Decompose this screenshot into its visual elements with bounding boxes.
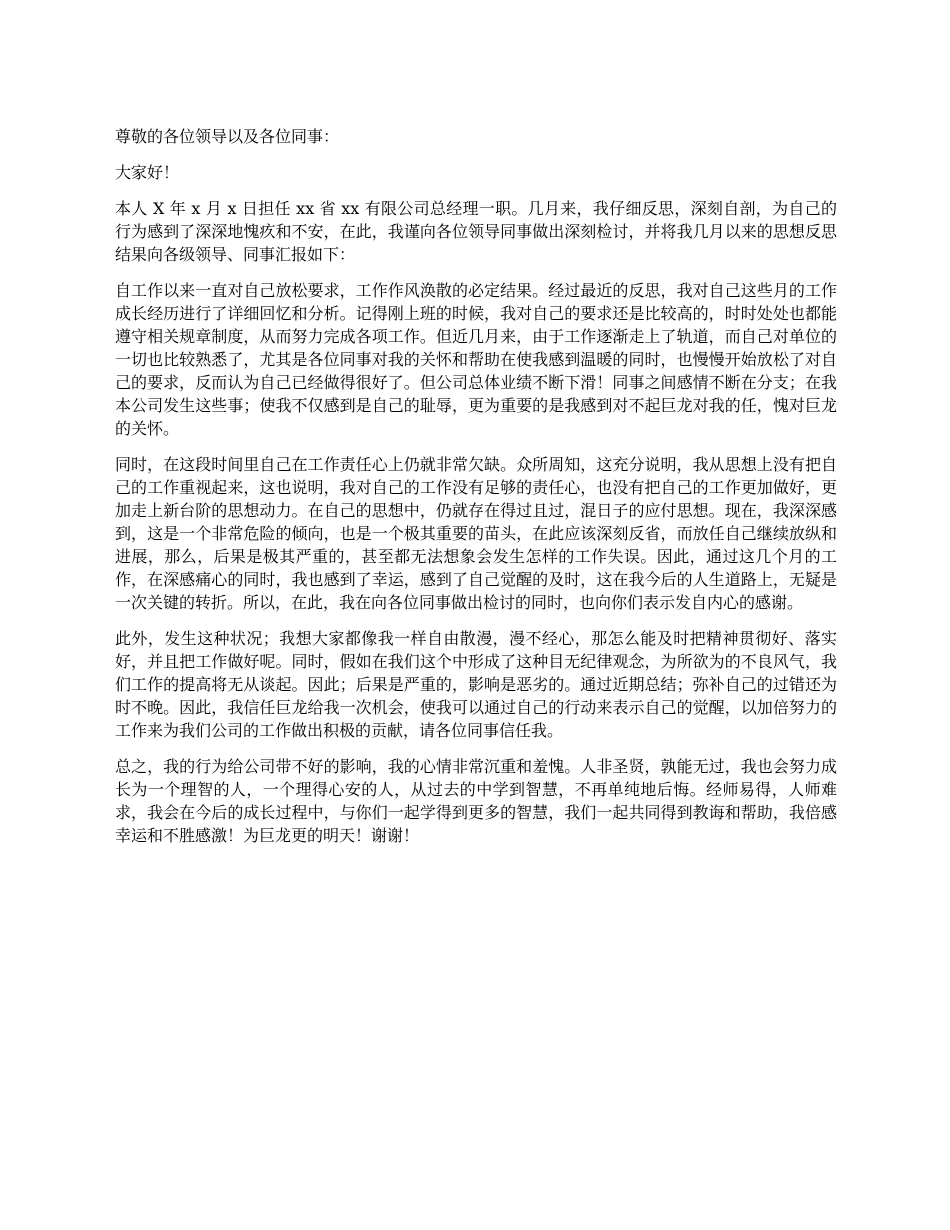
- paragraph-reflection: 自工作以来一直对自己放松要求，工作作风涣散的必定结果。经过最近的反思，我对自己这些月的工作成长经历进行了详细回忆和分析。记得刚上班的时候，我对自己的要求还是比较高的，时时处处也都能遵守相关规章制度，从而努力完成各项工作。但近几月来，由于工作逐渐走上了轨道，而自己对单位的一切也比较熟悉了，尤其是各位同事对我的关怀和帮助在使我感到温暖的同时，也慢慢开始放松了对自己的要求，反而认为自己已经做得很好了。但公司总体业绩不断下滑！同事之间感情不断在分支；在我本公司发生这些事；使我不仅感到是自己的耻辱，更为重要的是我感到对不起巨龙对我的任，愧对巨龙的关怀。: [115, 281, 837, 438]
- paragraph-responsibility: 同时，在这段时间里自己在工作责任心上仍就非常欠缺。众所周知，这充分说明，我从思想上没有把自己的工作重视起来，这也说明，我对自己的工作没有足够的责任心，也没有把自己的工作更加做好，更加走上新台阶的思想动力。在自己的思想中，仍就存在得过且过，混日子的应付思想。现在，我深深感到，这是一个非常危险的倾向，也是一个极其重要的苗头，在此应该深刻反省，而放任自己继续放纵和进展，那么，后果是极其严重的，甚至都无法想象会发生怎样的工作失误。因此，通过这几个月的工作，在深感痛心的同时，我也感到了幸运，感到了自己觉醒的及时，这在我今后的人生道路上，无疑是一次关键的转折。所以，在此，我在向各位同事做出检讨的同时，也向你们表示发自内心的感谢。: [115, 455, 837, 612]
- paragraph-intro: 本人 X 年 x 月 x 日担任 xx 省 xx 有限公司总经理一职。几月来，我仔细反思，深刻自剖，为自己的行为感到了深深地愧疚和不安，在此，我谨向各位领导同事做出深刻检讨，并将我几月以来的思想反思结果向各级领导、同事汇报如下：: [115, 199, 837, 264]
- paragraph-conclusion: 总之，我的行为给公司带不好的影响，我的心情非常沉重和羞愧。人非圣贤，孰能无过，我也会努力成长为一个理智的人，一个理得心安的人，从过去的中学到智慧，不再单纯地后悔。经师易得，人师难求，我会在今后的成长过程中，与你们一起学得到更多的智慧，我们一起共同得到教诲和帮助，我倍感幸运和不胜感激！为巨龙更的明天！谢谢！: [115, 757, 837, 845]
- salutation: 尊敬的各位领导以及各位同事：: [115, 127, 340, 146]
- letter-body: [115, 125, 837, 860]
- greeting: 大家好！: [115, 163, 180, 182]
- paragraph-consequences: 此外，发生这种状况；我想大家都像我一样自由散漫，漫不经心，那怎么能及时把精神贯彻好、落实好，并且把工作做好呢。同时，假如在我们这个中形成了这种目无纪律观念，为所欲为的不良风气，我们工作的提高将无从谈起。因此；后果是严重的，影响是恶劣的。通过近期总结；弥补自己的过错还为时不晚。因此，我信任巨龙给我一次机会，使我可以通过自己的行动来表示自己的觉醒，以加倍努力的工作来为我们公司的工作做出积极的贡献，请各位同事信任我。: [115, 629, 837, 740]
